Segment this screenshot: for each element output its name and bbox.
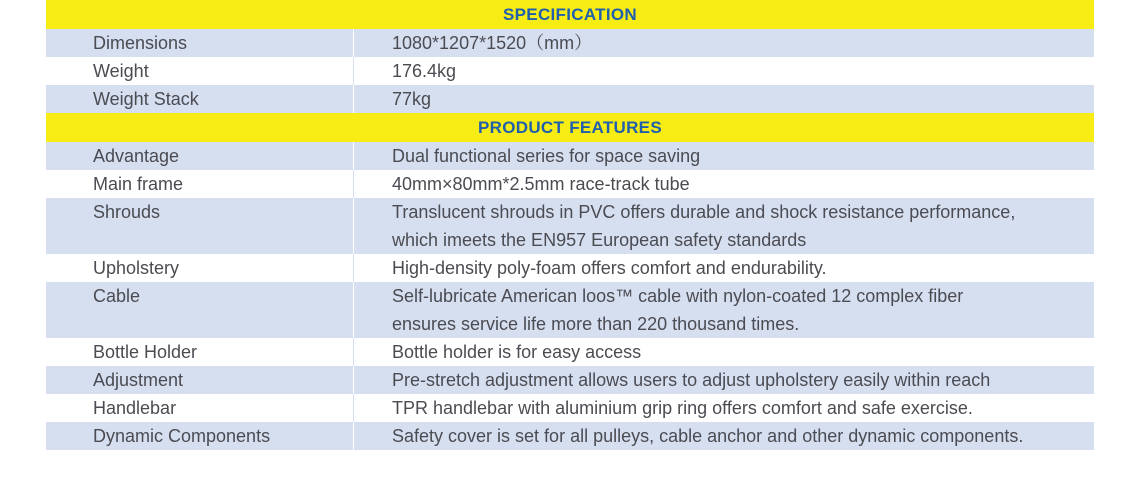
row-label: Adjustment [46, 366, 354, 394]
row-label: Weight Stack [46, 85, 354, 113]
row-value [354, 29, 1094, 57]
spec-table [46, 0, 1094, 450]
features-rows [46, 142, 1094, 450]
row-value-line: 1080*1207*1520（mm） [392, 33, 593, 53]
table-row [46, 366, 1094, 394]
row-value-line: 40mm×80mm*2.5mm race-track tube [392, 174, 690, 194]
row-label: Bottle Holder [46, 338, 354, 366]
table-row [46, 142, 1094, 170]
row-label: Main frame [46, 170, 354, 198]
row-label: Dimensions [46, 29, 354, 57]
row-label: Cable [46, 282, 354, 338]
row-value-line: High-density poly-foam offers comfort and endurability. [392, 258, 827, 278]
row-value-line: TPR handlebar with aluminium grip ring offers comfort and safe exercise. [392, 398, 973, 418]
table-row [46, 29, 1094, 57]
row-label: Dynamic Components [46, 422, 354, 450]
specification-title: SPECIFICATION [503, 4, 637, 24]
row-value [354, 85, 1094, 113]
features-title: PRODUCT FEATURES [478, 117, 662, 137]
row-value [354, 366, 1094, 394]
row-label: Shrouds [46, 198, 354, 254]
table-row [46, 422, 1094, 450]
table-row [46, 394, 1094, 422]
row-value-line: Dual functional series for space saving [392, 146, 701, 166]
row-value [354, 57, 1094, 85]
row-value-line: 77kg [392, 89, 432, 109]
row-value-line: Pre-stretch adjustment allows users to adjust upholstery easily within reach [392, 370, 991, 390]
specification-header [46, 0, 1094, 29]
row-value [354, 422, 1094, 450]
row-value [354, 170, 1094, 198]
row-value [354, 282, 1094, 338]
table-row [46, 170, 1094, 198]
row-value-line: ensures service life more than 220 thousand times. [392, 314, 800, 334]
specification-rows [46, 29, 1094, 113]
row-value [354, 198, 1094, 254]
row-label: Weight [46, 57, 354, 85]
table-row [46, 57, 1094, 85]
features-header [46, 113, 1094, 142]
row-value [354, 254, 1094, 282]
row-label: Handlebar [46, 394, 354, 422]
table-row [46, 338, 1094, 366]
row-label: Advantage [46, 142, 354, 170]
row-value-line: 176.4kg [392, 61, 457, 81]
row-value-line: which imeets the EN957 European safety standards [392, 230, 807, 250]
row-value-line: Bottle holder is for easy access [392, 342, 642, 362]
table-row [46, 198, 1094, 254]
table-row [46, 282, 1094, 338]
table-row [46, 85, 1094, 113]
row-value-line: Self-lubricate American loos™ cable with nylon-coated 12 complex fiber [392, 286, 964, 306]
row-value [354, 142, 1094, 170]
row-value-line: Safety cover is set for all pulleys, cable anchor and other dynamic components. [392, 426, 1024, 446]
row-value [354, 394, 1094, 422]
row-value [354, 338, 1094, 366]
row-value-line: Translucent shrouds in PVC offers durable and shock resistance performance, [392, 202, 1016, 222]
row-label: Upholstery [46, 254, 354, 282]
table-row [46, 254, 1094, 282]
